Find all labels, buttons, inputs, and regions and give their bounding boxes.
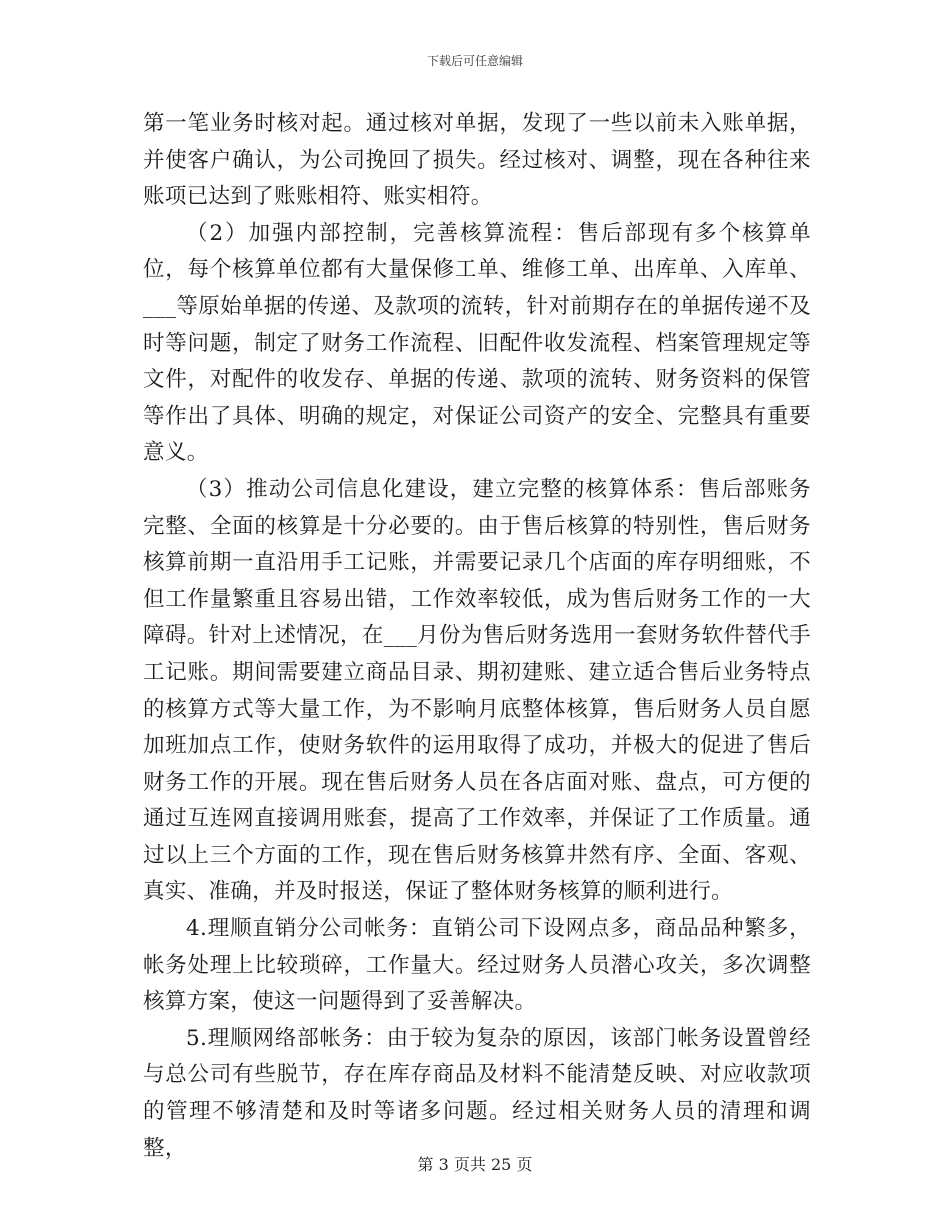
paragraph-1: 第一笔业务时核对起。通过核对单据，发现了一些以前未入账单据，并使客户确认，为公司挽回了损失。经过核对、调整，现在各种往来账项已达到了账账相符、账实相符。 [143, 111, 811, 210]
document-body [143, 106, 811, 1167]
paragraph-4: 4.理顺直销分公司帐务：直销公司下设网点多，商品品种繁多，帐务处理上比较琐碎，工作量大。经过财务人员潜心攻关，多次调整核算方案，使这一问题得到了妥善解决。 [143, 916, 811, 1015]
paragraph-5: 5.理顺网络部帐务：由于较为复杂的原因，该部门帐务设置曾经与总公司有些脱节，存在库存商品及材料不能清楚反映、对应收款项的管理不够清楚和及时等诸多问题。经过相关财务人员的清理和调整， [143, 1025, 811, 1161]
page-header-note: 下载后可任意编辑 [426, 54, 523, 68]
page-number: 第 3 页共 25 页 [417, 1155, 533, 1174]
paragraph-2: （2）加强内部控制，完善核算流程：售后部现有多个核算单位，每个核算单位都有大量保修工单、维修工单、出库单、入库单、___等原始单据的传递、及款项的流转，针对前期存在的单据传递不及时等问题，制定了财务工作流程、旧配件收发流程、档案管理规定等文件，对配件的收发存、单据的传递、款项的流转、财务资料的保管等作出了具体、明确的规定，对保证公司资产的安全、完整具有重要意义。 [143, 220, 811, 466]
paragraph-3: （3）推动公司信息化建设，建立完整的核算体系：售后部账务完整、全面的核算是十分必要的。由于售后核算的特别性，售后财务核算前期一直沿用手工记账，并需要记录几个店面的库存明细账，不但工作量繁重且容易出错，工作效率较低，成为售后财务工作的一大障碍。针对上述情况，在___月份为售后财务选用一套财务软件替代手工记账。期间需要建立商品目录、期初建账、建立适合售后业务特点的核算方式等大量工作，为不影响月底整体核算，售后财务人员自愿加班加点工作，使财务软件的运用取得了成功，并极大的促进了售后财务工作的开展。现在售后财务人员在各店面对账、盘点，可方便的通过互连网直接调用账套，提高了工作效率，并保证了工作质量。通过以上三个方面的工作，现在售后财务核算井然有序、全面、客观、真实、准确，并及时报送，保证了整体财务核算的顺利进行。 [143, 476, 811, 905]
